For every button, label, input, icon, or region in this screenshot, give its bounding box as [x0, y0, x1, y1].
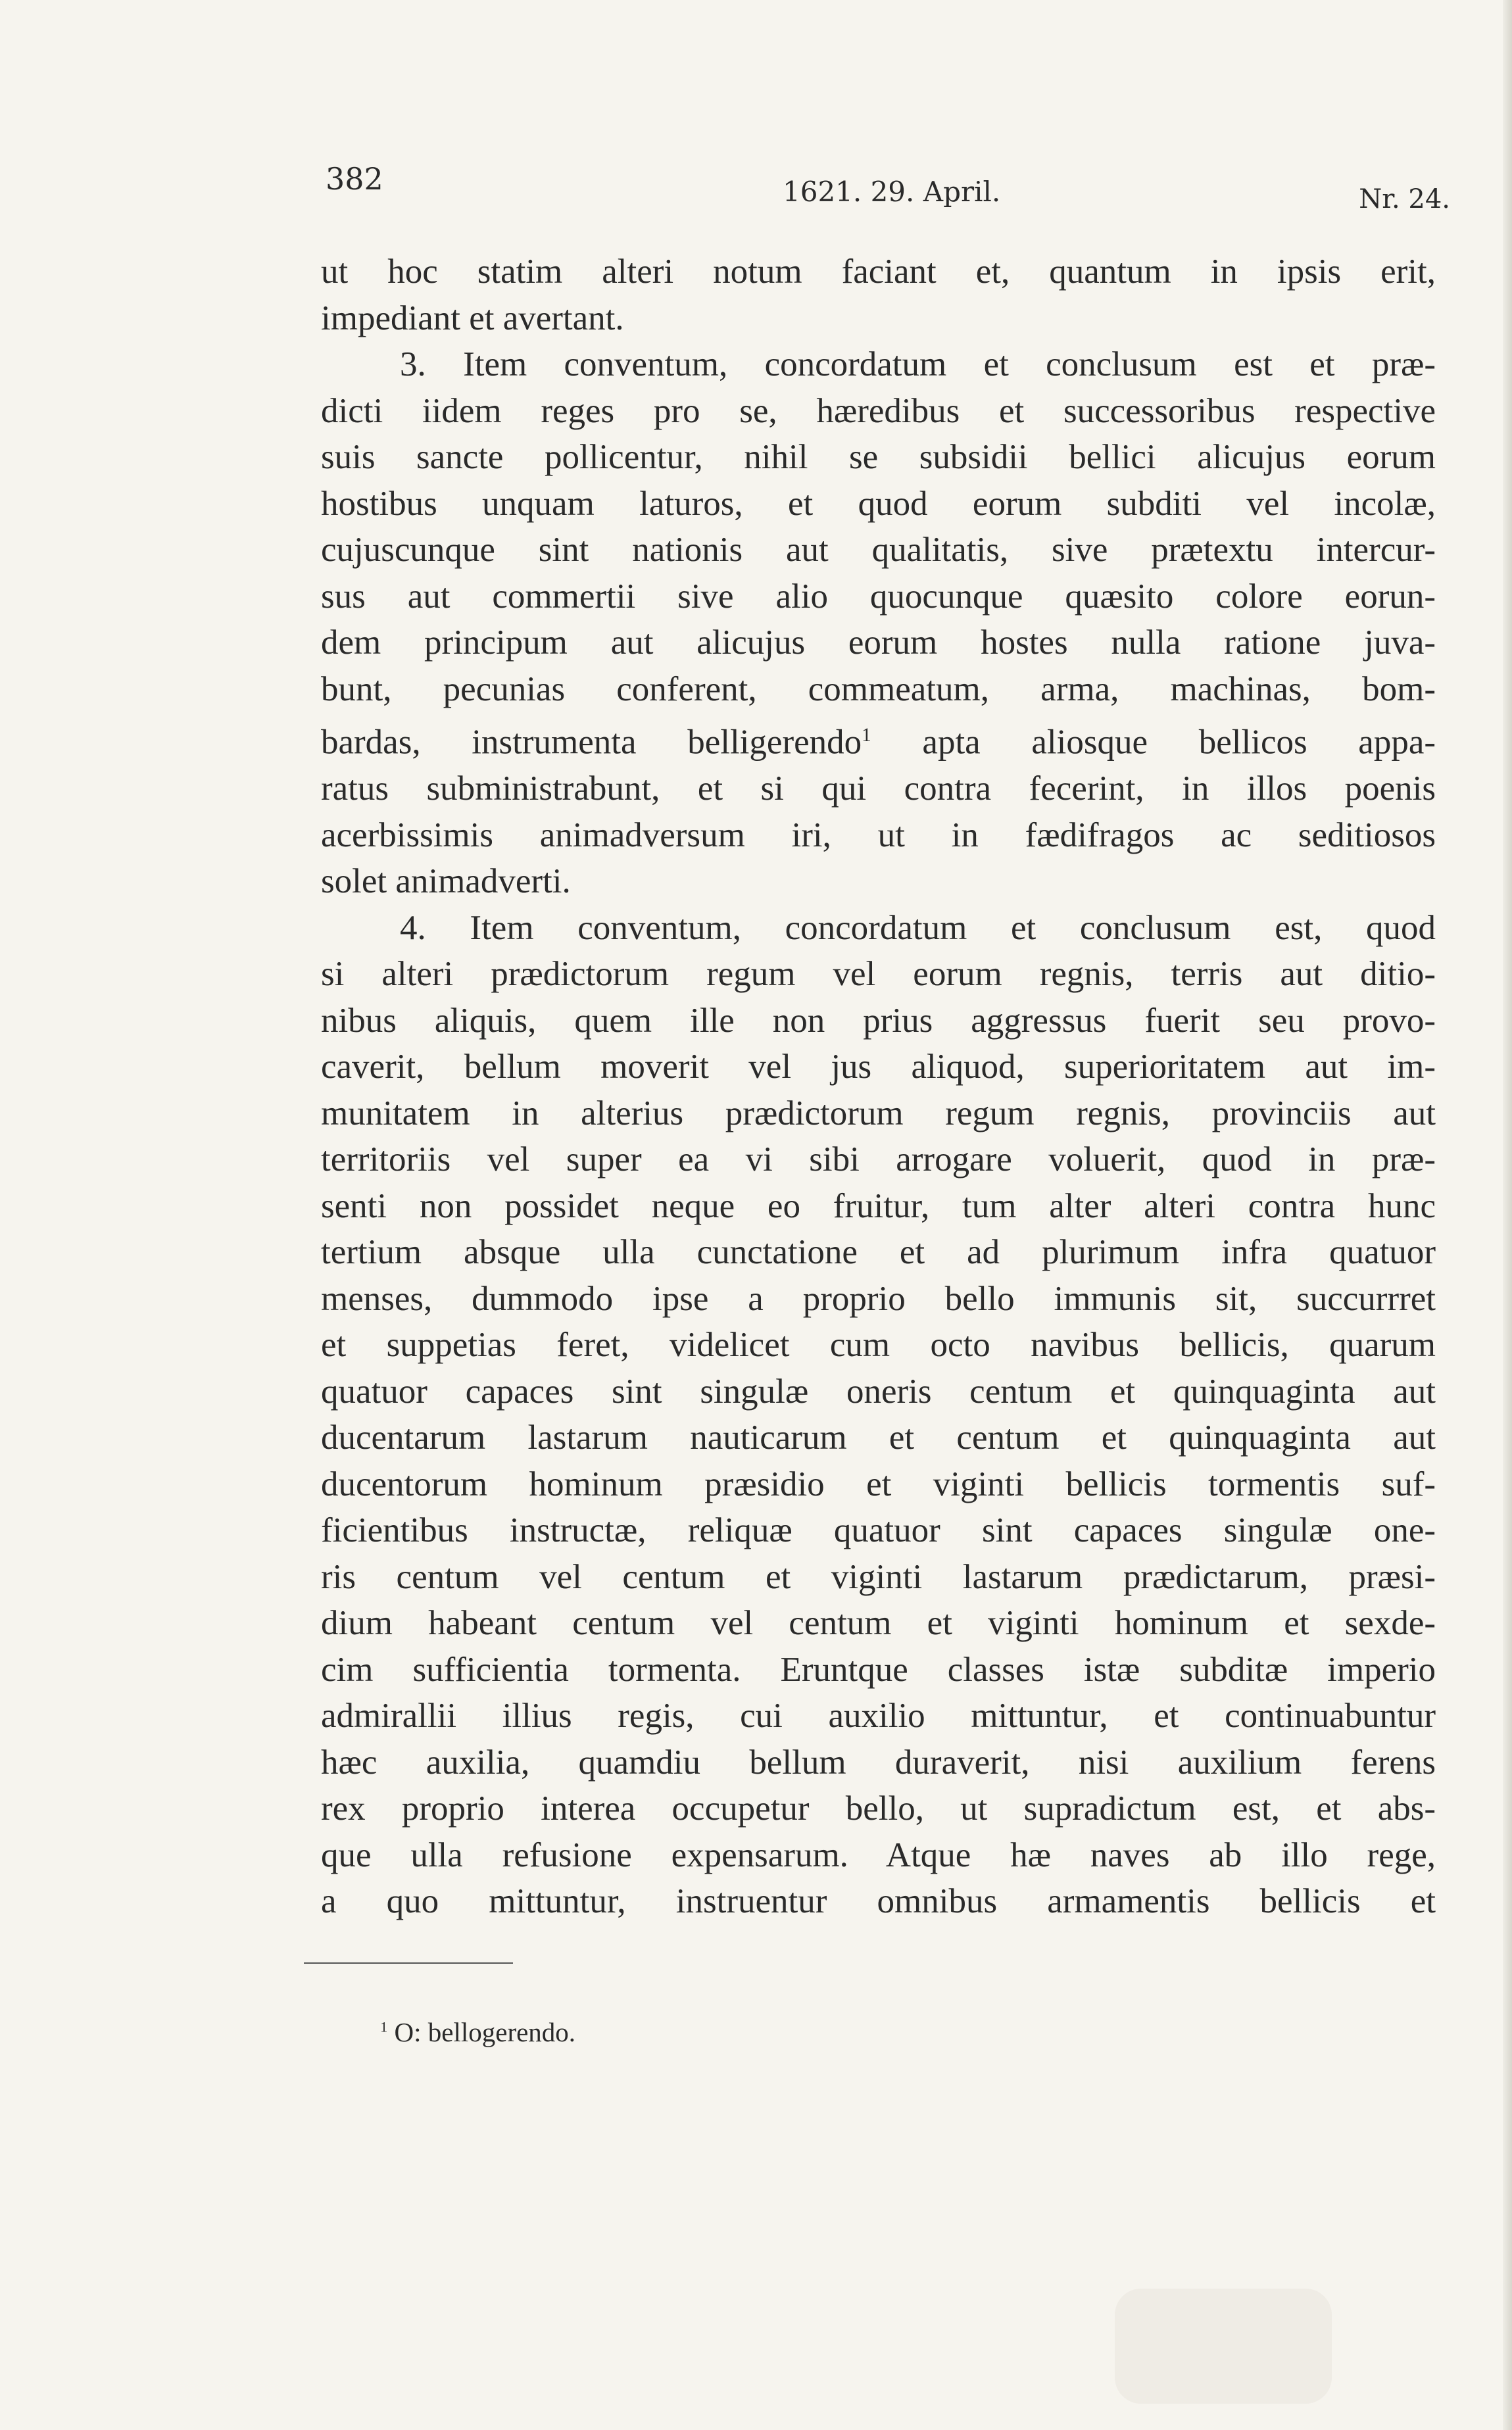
- footnote-marker: 1: [380, 2018, 388, 2035]
- text-line: impediant et avertant.: [321, 299, 624, 337]
- text-line: caverit, bellum moverit vel jus aliquod, superioritatem aut im-: [321, 1048, 1436, 1086]
- text-line: munitatem in alterius prædictorum regum regnis, provinciis aut: [321, 1094, 1436, 1132]
- text-line: bunt, pecunias conferent, commeatum, arma, machinas, bom-: [321, 669, 1436, 708]
- text-line: dem principum aut alicujus eorum hostes nulla ratione juva-: [321, 623, 1436, 662]
- text-line: territoriis vel super ea vi sibi arrogare voluerit, quod in præ-: [321, 1140, 1436, 1179]
- text-segment: apta aliosque bellicos appa-: [922, 723, 1436, 762]
- footnote: [380, 2016, 575, 2048]
- text-line: suis sancte pollicentur, nihil se subsidii bellici alicujus eorum: [321, 438, 1436, 476]
- text-line: hæc auxilia, quamdiu bellum duraverit, nisi auxilium ferens: [321, 1743, 1436, 1782]
- text-line: dium habeant centum vel centum et viginti hominum et sexde-: [321, 1604, 1436, 1643]
- text-line: cim sufficientia tormenta. Eruntque classes istæ subditæ imperio: [321, 1650, 1436, 1689]
- text-line: quatuor capaces sint singulæ oneris centum et quinquaginta aut: [321, 1372, 1436, 1411]
- text-line: ducentorum hominum præsidio et viginti bellicis tormentis suf-: [321, 1465, 1436, 1503]
- text-line: cujuscunque sint nationis aut qualitatis, sive prætextu intercur-: [321, 531, 1436, 569]
- text-segment: bardas, instrumenta belligerendo: [321, 723, 862, 762]
- text-line: nibus aliquis, quem ille non prius aggressus fuerit seu provo-: [321, 1001, 1436, 1040]
- document-number: Nr. 24.: [1359, 184, 1450, 214]
- text-line: acerbissimis animadversum iri, ut in fædifragos ac seditiosos: [321, 815, 1436, 854]
- text-line: ratus subministrabunt, et si qui contra fecerint, in illos poenis: [321, 769, 1436, 808]
- page-edge-shadow: [1503, 0, 1512, 2430]
- text-line: dicti iidem reges pro se, hæredibus et successoribus respective: [321, 391, 1436, 430]
- text-line: sus aut commertii sive alio quocunque quæsito colore eorun-: [321, 577, 1436, 616]
- page-number: 382: [326, 161, 383, 197]
- library-stamp-mark: [1115, 2289, 1332, 2404]
- text-line: 4. Item conventum, concordatum et conclusum est, quod: [400, 908, 1436, 947]
- footnote-divider: [304, 1962, 513, 1964]
- text-line: a quo mittuntur, instruentur omnibus armamentis bellicis et: [321, 1882, 1436, 1921]
- text-line: ficientibus instructæ, reliquæ quatuor sint capaces singulæ one-: [321, 1511, 1436, 1550]
- text-line: si alteri prædictorum regum vel eorum regnis, terris aut ditio-: [321, 955, 1436, 994]
- running-header: [326, 161, 1450, 214]
- text-line: que ulla refusione expensarum. Atque hæ naves ab illo rege,: [321, 1835, 1436, 1874]
- main-text: [321, 249, 1436, 1925]
- footnote-text: O: bellogerendo.: [394, 2017, 576, 2047]
- text-line-with-footnote: [321, 712, 1436, 765]
- text-line: hostibus unquam laturos, et quod eorum subditi vel incolæ,: [321, 484, 1436, 523]
- text-line: ris centum vel centum et viginti lastarum prædictarum, præsi-: [321, 1557, 1436, 1596]
- text-line: tertium absque ulla cunctatione et ad plurimum infra quatuor: [321, 1233, 1436, 1272]
- text-line: solet animadverti.: [321, 862, 571, 901]
- text-line: senti non possidet neque eo fruitur, tum alter alteri contra hunc: [321, 1186, 1436, 1225]
- text-line: admirallii illius regis, cui auxilio mittuntur, et continuabuntur: [321, 1697, 1436, 1736]
- text-line: ducentarum lastarum nauticarum et centum et quinquaginta aut: [321, 1419, 1436, 1457]
- text-line: et suppetias feret, videlicet cum octo navibus bellicis, quarum: [321, 1326, 1436, 1365]
- text-line: menses, dummodo ipse a proprio bello immunis sit, succurrret: [321, 1279, 1436, 1318]
- text-line: 3. Item conventum, concordatum et conclusum est et præ-: [400, 345, 1436, 383]
- text-line: rex proprio interea occupetur bello, ut supradictum est, et abs-: [321, 1789, 1436, 1828]
- header-date: 1621. 29. April.: [783, 176, 1001, 208]
- text-line: ut hoc statim alteri notum faciant et, quantum in ipsis erit,: [321, 253, 1436, 291]
- footnote-reference[interactable]: 1: [862, 725, 871, 746]
